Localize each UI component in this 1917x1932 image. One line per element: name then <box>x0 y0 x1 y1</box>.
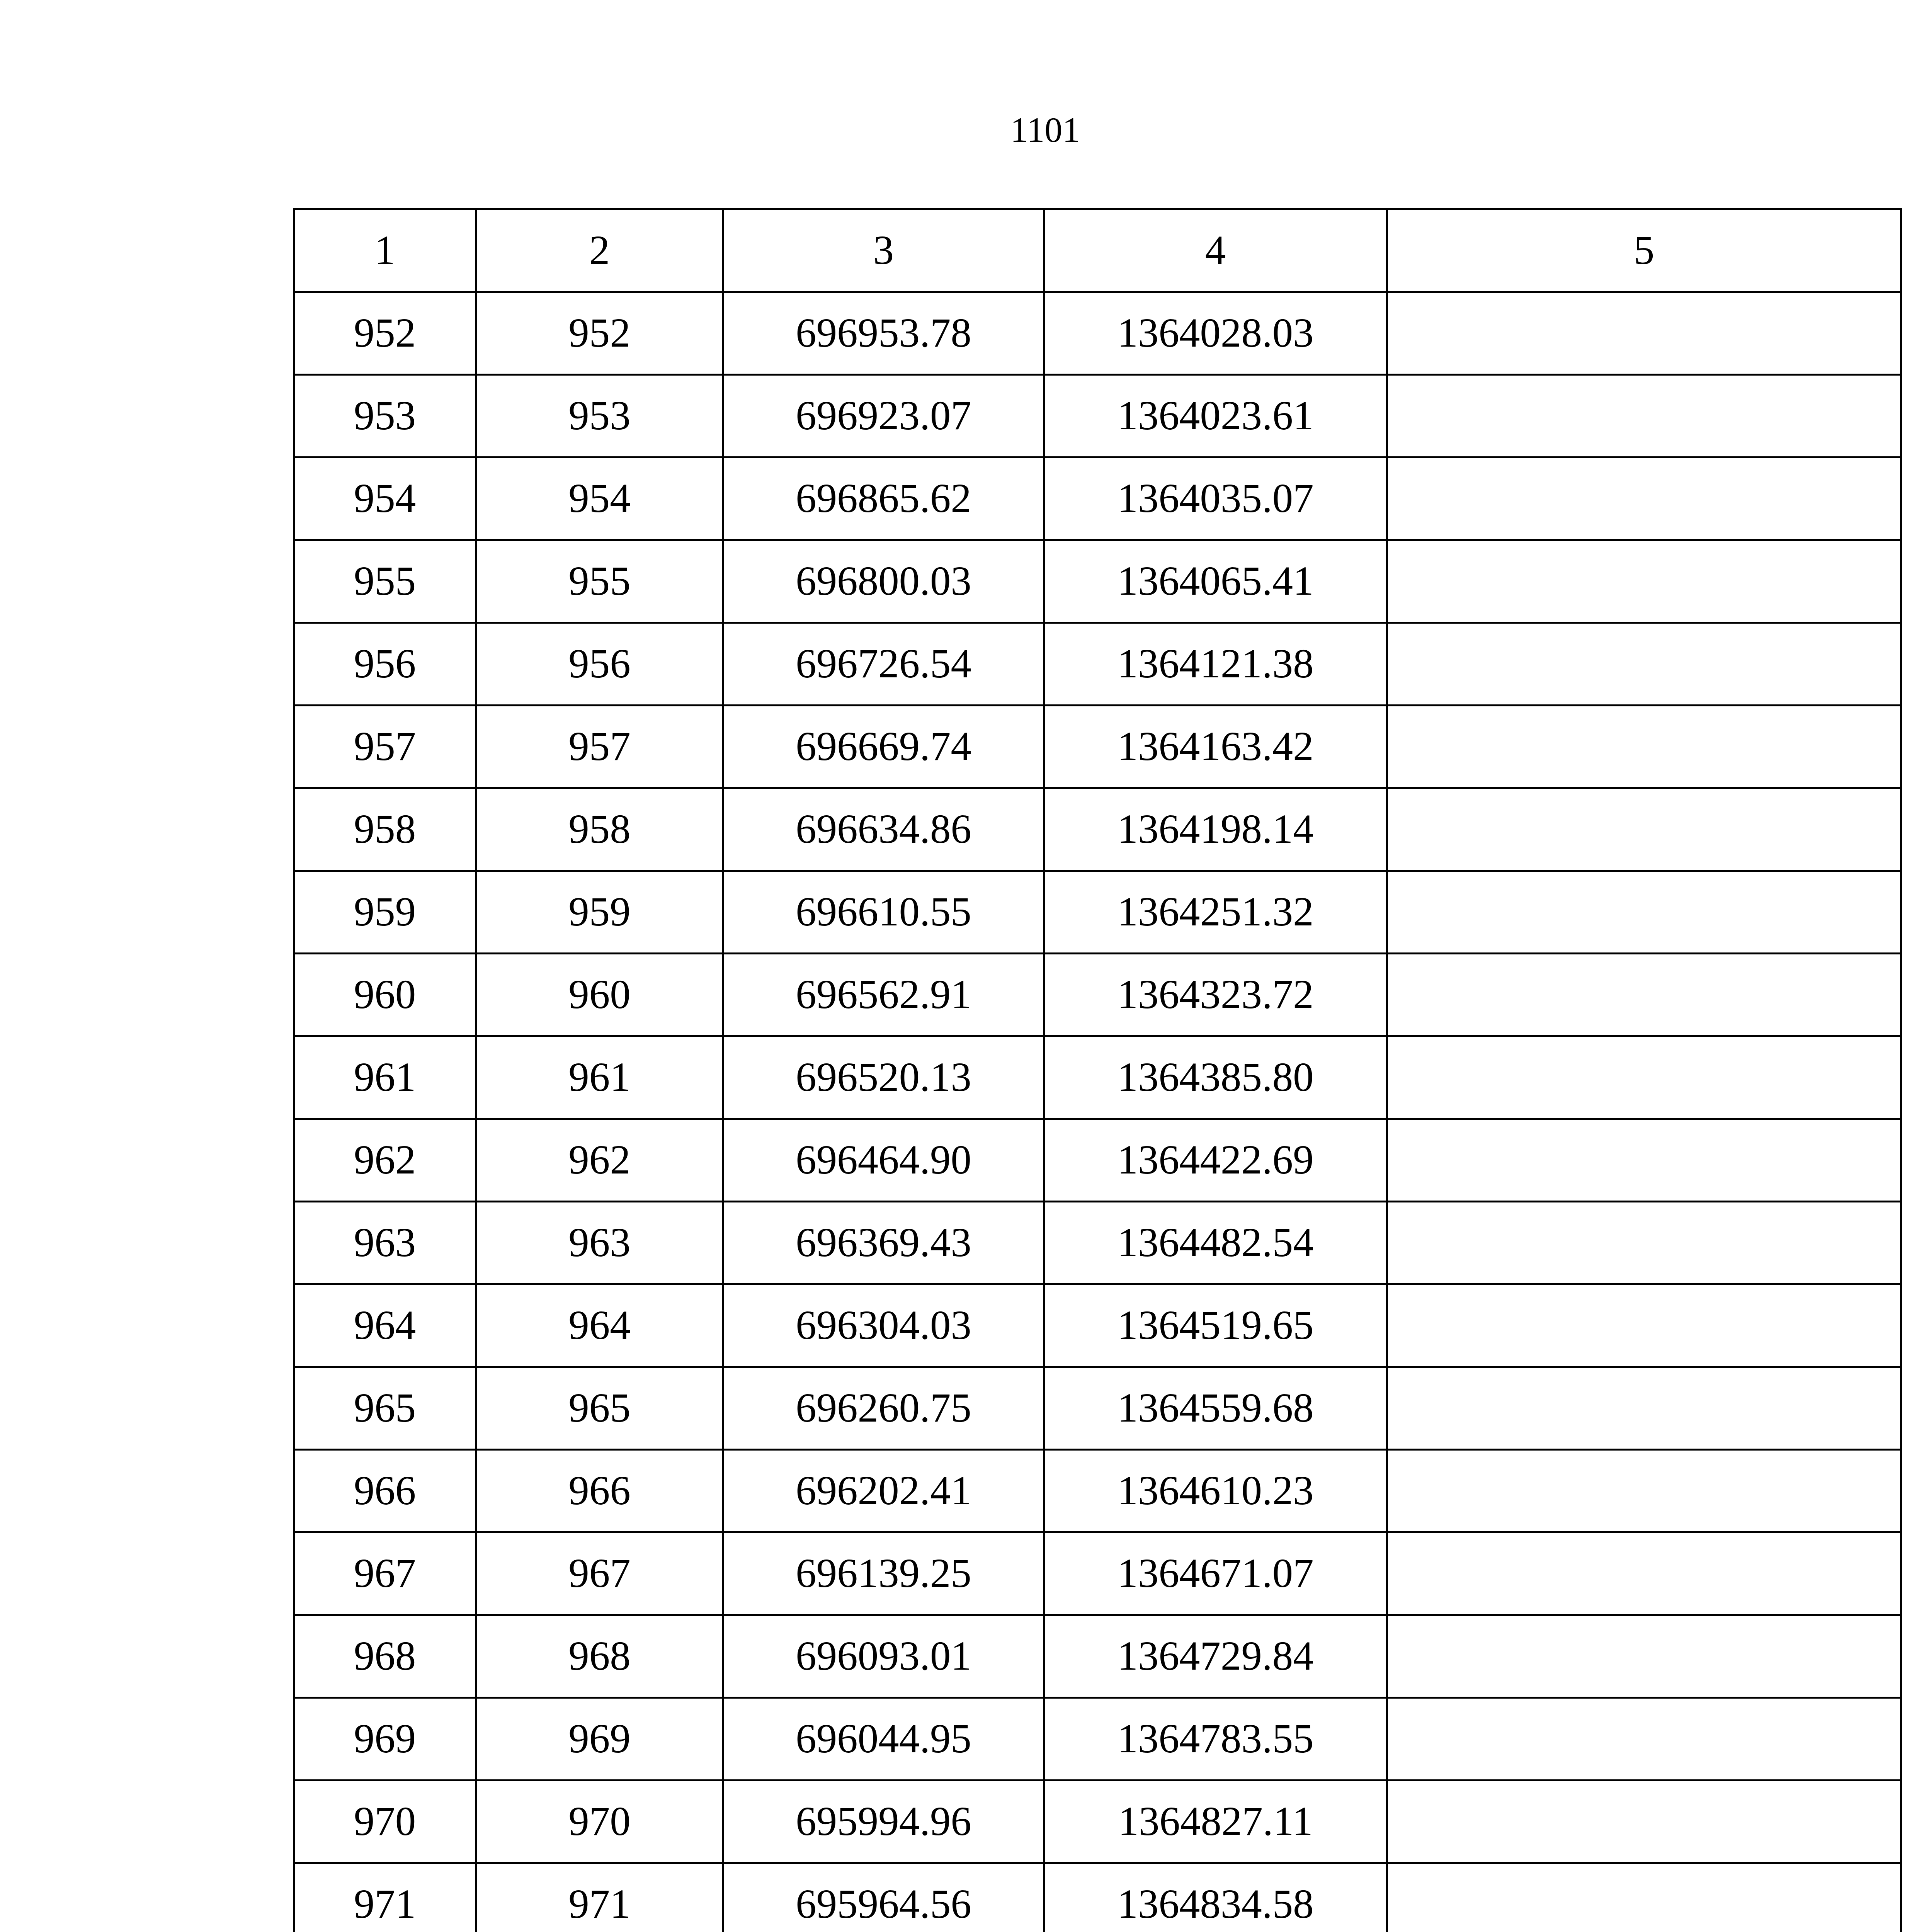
table-cell <box>1387 1036 1901 1119</box>
table-cell: 964 <box>476 1284 723 1367</box>
table-cell: 696093.01 <box>723 1615 1044 1698</box>
table-cell <box>1387 954 1901 1036</box>
table-cell: 1364519.65 <box>1044 1284 1387 1367</box>
table-cell: 968 <box>294 1615 476 1698</box>
table-row <box>294 1036 1901 1119</box>
table-cell: 966 <box>476 1450 723 1532</box>
table-row <box>294 1202 1901 1284</box>
table-cell <box>1387 375 1901 457</box>
table-row <box>294 292 1901 375</box>
table-cell <box>1387 1367 1901 1450</box>
table-cell: 1364028.03 <box>1044 292 1387 375</box>
table-cell: 1364827.11 <box>1044 1781 1387 1863</box>
table-cell: 696669.74 <box>723 706 1044 788</box>
table-cell: 696610.55 <box>723 871 1044 954</box>
table-row <box>294 1615 1901 1698</box>
table-cell: 952 <box>476 292 723 375</box>
table-row <box>294 954 1901 1036</box>
table-cell <box>1387 1863 1901 1932</box>
table-cell: 969 <box>294 1698 476 1781</box>
table-cell: 971 <box>476 1863 723 1932</box>
table-cell <box>1387 1450 1901 1532</box>
table-cell: 957 <box>476 706 723 788</box>
table-cell <box>1387 1284 1901 1367</box>
table-cell: 696464.90 <box>723 1119 1044 1202</box>
table-cell: 696202.41 <box>723 1450 1044 1532</box>
table-cell: 696953.78 <box>723 292 1044 375</box>
table-cell: 961 <box>476 1036 723 1119</box>
table-cell: 955 <box>294 540 476 623</box>
column-header: 3 <box>723 209 1044 292</box>
table-cell: 954 <box>476 457 723 540</box>
table-cell: 1364834.58 <box>1044 1863 1387 1932</box>
table-row <box>294 540 1901 623</box>
table-cell: 696044.95 <box>723 1698 1044 1781</box>
table-cell: 696304.03 <box>723 1284 1044 1367</box>
table-cell: 971 <box>294 1863 476 1932</box>
table-row <box>294 788 1901 871</box>
table-cell: 965 <box>294 1367 476 1450</box>
table-cell: 963 <box>476 1202 723 1284</box>
table-cell: 958 <box>294 788 476 871</box>
table-row <box>294 375 1901 457</box>
table-cell: 696634.86 <box>723 788 1044 871</box>
table-row <box>294 1532 1901 1615</box>
table-cell: 967 <box>476 1532 723 1615</box>
table-cell: 1364559.68 <box>1044 1367 1387 1450</box>
table-cell: 954 <box>294 457 476 540</box>
table-cell <box>1387 1119 1901 1202</box>
table-cell: 957 <box>294 706 476 788</box>
table-row <box>294 1450 1901 1532</box>
table-row <box>294 1863 1901 1932</box>
table-cell: 696562.91 <box>723 954 1044 1036</box>
table-cell: 1364482.54 <box>1044 1202 1387 1284</box>
table-body <box>294 292 1901 1932</box>
table-cell: 1364783.55 <box>1044 1698 1387 1781</box>
column-header: 2 <box>476 209 723 292</box>
table-cell <box>1387 706 1901 788</box>
table-cell: 1364671.07 <box>1044 1532 1387 1615</box>
table-cell <box>1387 1781 1901 1863</box>
table-cell: 961 <box>294 1036 476 1119</box>
table-cell: 970 <box>294 1781 476 1863</box>
table-cell: 956 <box>294 623 476 706</box>
table-cell: 969 <box>476 1698 723 1781</box>
table-cell <box>1387 457 1901 540</box>
table-cell: 696800.03 <box>723 540 1044 623</box>
table-cell: 952 <box>294 292 476 375</box>
table-cell: 696139.25 <box>723 1532 1044 1615</box>
table-cell: 959 <box>476 871 723 954</box>
table-cell <box>1387 1532 1901 1615</box>
table-cell: 964 <box>294 1284 476 1367</box>
table-cell: 696520.13 <box>723 1036 1044 1119</box>
table-row <box>294 871 1901 954</box>
table-cell <box>1387 623 1901 706</box>
table-row <box>294 1119 1901 1202</box>
table-cell: 1364121.38 <box>1044 623 1387 706</box>
table-cell: 962 <box>294 1119 476 1202</box>
table-cell: 1364163.42 <box>1044 706 1387 788</box>
table-cell: 956 <box>476 623 723 706</box>
table-cell: 1364065.41 <box>1044 540 1387 623</box>
table-cell: 963 <box>294 1202 476 1284</box>
table-row <box>294 1781 1901 1863</box>
table-cell: 966 <box>294 1450 476 1532</box>
column-header: 1 <box>294 209 476 292</box>
table-cell <box>1387 1698 1901 1781</box>
table-cell <box>1387 292 1901 375</box>
table-row <box>294 706 1901 788</box>
table-row <box>294 1284 1901 1367</box>
table-cell: 959 <box>294 871 476 954</box>
table-cell <box>1387 1615 1901 1698</box>
table-cell: 1364422.69 <box>1044 1119 1387 1202</box>
table-cell: 696923.07 <box>723 375 1044 457</box>
table-cell <box>1387 871 1901 954</box>
table-cell: 1364251.32 <box>1044 871 1387 954</box>
table-cell: 1364610.23 <box>1044 1450 1387 1532</box>
table-cell: 965 <box>476 1367 723 1450</box>
table-cell: 696726.54 <box>723 623 1044 706</box>
table-cell: 953 <box>294 375 476 457</box>
table-row <box>294 1698 1901 1781</box>
table-cell: 962 <box>476 1119 723 1202</box>
column-header: 5 <box>1387 209 1901 292</box>
table-header <box>294 209 1901 292</box>
table-cell: 696369.43 <box>723 1202 1044 1284</box>
table-cell: 958 <box>476 788 723 871</box>
coordinates-table <box>293 208 1902 1932</box>
table-header-row <box>294 209 1901 292</box>
page-number: 1101 <box>1010 110 1080 150</box>
table-row <box>294 623 1901 706</box>
table-row <box>294 457 1901 540</box>
table-cell <box>1387 540 1901 623</box>
table-cell: 1364729.84 <box>1044 1615 1387 1698</box>
table-cell: 960 <box>294 954 476 1036</box>
table-cell: 695964.56 <box>723 1863 1044 1932</box>
table-cell: 955 <box>476 540 723 623</box>
table-cell: 1364035.07 <box>1044 457 1387 540</box>
table-cell: 696260.75 <box>723 1367 1044 1450</box>
table-cell: 967 <box>294 1532 476 1615</box>
table-cell <box>1387 788 1901 871</box>
table-row <box>294 1367 1901 1450</box>
table-cell: 695994.96 <box>723 1781 1044 1863</box>
column-header: 4 <box>1044 209 1387 292</box>
table-cell <box>1387 1202 1901 1284</box>
table-cell: 953 <box>476 375 723 457</box>
table-cell: 1364323.72 <box>1044 954 1387 1036</box>
table-cell: 696865.62 <box>723 457 1044 540</box>
table-cell: 960 <box>476 954 723 1036</box>
table-cell: 1364023.61 <box>1044 375 1387 457</box>
table-cell: 970 <box>476 1781 723 1863</box>
table-cell: 1364385.80 <box>1044 1036 1387 1119</box>
table-cell: 968 <box>476 1615 723 1698</box>
table-cell: 1364198.14 <box>1044 788 1387 871</box>
